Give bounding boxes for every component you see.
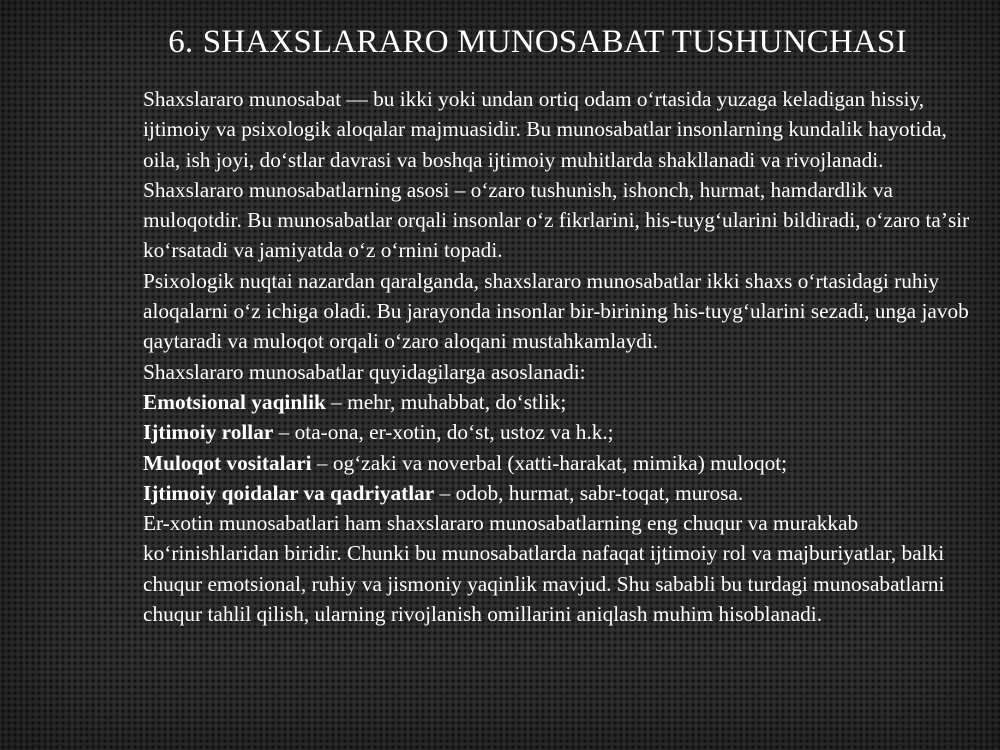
list-item-description: – odob, hurmat, sabr-toqat, murosa. <box>434 480 744 505</box>
list-item-term: Emotsional yaqinlik <box>143 389 326 414</box>
list-item-term: Muloqot vositalari <box>143 450 312 475</box>
paragraph-bases-intro: Shaxslararo munosabatlar quyidagilarga asoslanadi: <box>143 359 586 384</box>
slide-title <box>0 22 1000 61</box>
slide-body <box>143 84 973 629</box>
list-item-social-roles <box>143 417 973 447</box>
slide-title-text: SHAXSLARARO MUNOSABAT TUSHUNCHASI <box>202 24 907 60</box>
paragraph-definition: Shaxslararo munosabat — bu ikki yoki undan ortiq odam oʻrtasida yuzaga keladigan hissiy, ijtimoiy va psixologik aloqalar majmuasidir. Bu munosabatlar insonlarning kundalik hayotida, oila, ish joyi, doʻstlar davrasi va boshqa ijtimoiy muhitlarda shakllanadi va rivojlanadi. <box>143 87 947 172</box>
list-item-term: Ijtimoiy qoidalar va qadriyatlar <box>143 480 435 505</box>
list-item-social-rules <box>143 478 973 508</box>
paragraph-closing: Er-xotin munosabatlari ham shaxslararo munosabatlarning eng chuqur va murakkab koʻrinishlaridan biridir. Chunki bu munosabatlarda nafaqat ijtimoiy rol va majburiyatlar, balki chuqur emotsional, ruhiy va jismoniy yaqinlik mavjud. Shu sababli bu turdagi munosabatlarni chuqur tahlil qilish, ularning rivojlanish omillarini aniqlash muhim hisoblanadi. <box>143 511 945 627</box>
list-item-description: – ota-ona, er-xotin, doʻst, ustoz va h.k.; <box>273 420 614 445</box>
list-item-term: Ijtimoiy rollar <box>143 420 274 445</box>
slide-number: 6. <box>168 24 194 60</box>
list-item-emotional-closeness <box>143 387 973 417</box>
list-item-description: – mehr, muhabbat, doʻstlik; <box>325 389 567 414</box>
paragraph-psychology: Psixologik nuqtai nazardan qaralganda, shaxslararo munosabatlar ikki shaxs oʻrtasidagi ruhiy aloqalarni oʻz ichiga oladi. Bu jarayonda insonlar bir-birining his-tuygʻularini sezadi, unga javob qaytaradi va muloqot orqali oʻzaro aloqani mustahkamlaydi. <box>143 268 969 354</box>
list-item-communication-means <box>143 448 973 478</box>
paragraph-basis: Shaxslararo munosabatlarning asosi – oʻzaro tushunish, ishonch, hurmat, hamdardlik va muloqotdir. Bu munosabatlar orqali insonlar oʻz fikrlarini, his-tuygʻularini bildiradi, oʻzaro taʼsir koʻrsatadi va jamiyatda oʻz oʻrnini topadi. <box>143 177 970 263</box>
list-item-description: – ogʻzaki va noverbal (xatti-harakat, mimika) muloqot; <box>311 450 788 475</box>
